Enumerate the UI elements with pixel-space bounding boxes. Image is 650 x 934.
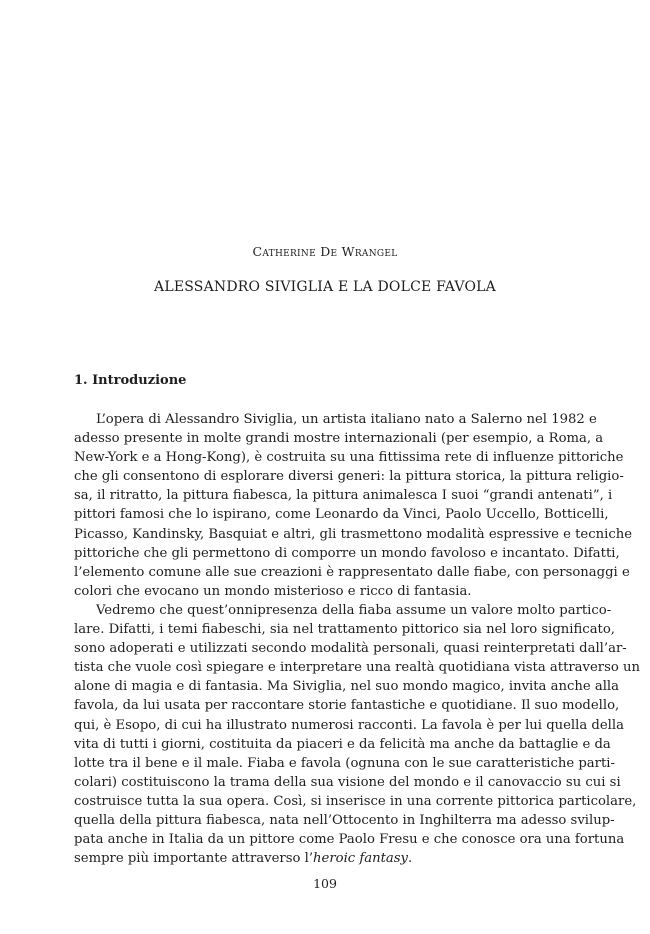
text-segment: . <box>407 851 413 867</box>
text-line: Picasso, Kandinsky, Basquiat e altri, gli trasmettono modalità espressive e tecniche <box>74 526 633 542</box>
text-line: colori che evocano un mondo misterioso e ricco di fantasia. <box>74 583 472 599</box>
text-line: favola, da lui usata per raccontare storie fantastiche e quotidiane. Il suo modello, <box>74 698 620 714</box>
text-line: Vedremo che quest’onnipresenza della fiaba assume un valore molto partico- <box>96 602 612 618</box>
text-line: vita di tutti i giorni, costituita da piaceri e da felicità ma anche da battaglie e da <box>74 736 611 752</box>
text-line: lare. Difatti, i temi fiabeschi, sia nel trattamento pittorico sia nel loro significato, <box>74 622 615 638</box>
text-line: alone di magia e di fantasia. Ma Siviglia, nel suo mondo magico, invita anche alla <box>74 679 619 695</box>
text-line: costruisce tutta la sua opera. Così, si inserisce in una corrente pittorica particolare, <box>74 793 637 809</box>
text-line: che gli consentono di esplorare diversi generi: la pittura storica, la pittura religio- <box>74 469 624 485</box>
text-line: quella della pittura fiabesca, nata nell’Ottocento in Inghilterra ma adesso svilup- <box>74 812 615 828</box>
page-number: 109 <box>313 876 337 891</box>
author-name: Catherine De Wrangel <box>252 244 398 259</box>
text-line: sono adoperati e utilizzati secondo modalità personali, quasi reinterpretati dall’ar- <box>74 641 627 657</box>
paragraph <box>74 410 633 601</box>
text-line: New-York e a Hong-Kong), è costruita su una fittissima rete di influenze pittoriche <box>74 450 624 466</box>
text-line: L’opera di Alessandro Siviglia, un artista italiano nato a Salerno nel 1982 e <box>96 412 597 427</box>
italic-term: heroic fantasy <box>313 851 408 867</box>
text-line: pittori famosi che lo ispirano, come Leonardo da Vinci, Paolo Uccello, Botticelli, <box>74 507 609 523</box>
text-line: sa, il ritratto, la pittura fiabesca, la pittura animalesca I suoi “grandi antenati”, i <box>74 488 613 504</box>
text-segment: sempre più importante attraverso l’ <box>74 851 314 867</box>
text-line: tista che vuole così spiegare e interpretare una realtà quotidiana vista attraverso un <box>74 660 640 676</box>
text-line: colari) costituiscono la trama della sua visione del mondo e il canovaccio su cui si <box>74 774 621 790</box>
text-line <box>74 849 578 868</box>
paragraph <box>74 601 640 868</box>
text-line: qui, è Esopo, di cui ha illustrato numerosi racconti. La favola è per lui quella della <box>74 717 624 733</box>
text-line: l’elemento comune alle sue creazioni è rappresentato dalle fiabe, con personaggi e <box>74 564 630 580</box>
body-text <box>74 410 640 868</box>
text-line: pittoriche che gli permettono di comporre un mondo favoloso e incantato. Difatti, <box>74 545 620 561</box>
text-line: lotte tra il bene e il male. Fiaba e favola (ognuna con le sue caratteristiche parti- <box>74 755 615 771</box>
text-line: adesso presente in molte grandi mostre internazionali (per esempio, a Roma, a <box>74 431 604 447</box>
text-line: pata anche in Italia da un pittore come Paolo Fresu e che conosce ora una fortuna <box>74 832 625 848</box>
article-title: ALESSANDRO SIVIGLIA E LA DOLCE FAVOLA <box>154 279 496 295</box>
paragraphs <box>74 410 640 868</box>
section-heading: 1. Introduzione <box>74 373 187 388</box>
